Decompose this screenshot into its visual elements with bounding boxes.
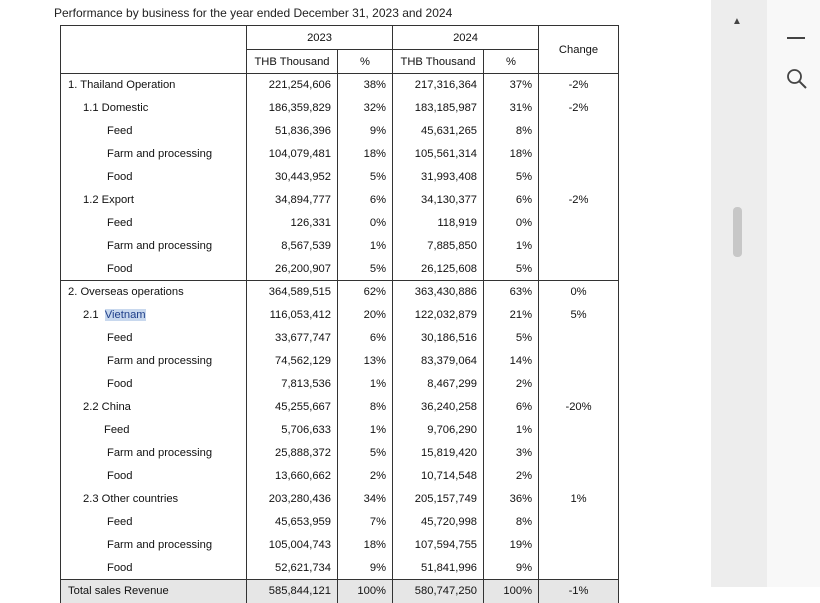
pct-2023: 34% <box>338 488 393 511</box>
pct-2023: 9% <box>338 557 393 580</box>
value-2023: 364,589,515 <box>247 281 338 304</box>
value-2024: 34,130,377 <box>393 189 484 212</box>
value-2023: 33,677,747 <box>247 327 338 350</box>
change-value: 5% <box>539 304 619 327</box>
change-value <box>539 373 619 396</box>
table-row <box>61 97 619 120</box>
pct-2024: 5% <box>484 258 539 281</box>
scrollbar-thumb[interactable] <box>733 207 742 257</box>
table-row <box>61 327 619 350</box>
change-value: -2% <box>539 74 619 97</box>
row-label: 1.2 Export <box>61 189 247 212</box>
pct-2023: 6% <box>338 189 393 212</box>
row-label: Feed <box>61 120 247 143</box>
header-change: Change <box>539 26 619 74</box>
change-value <box>539 534 619 557</box>
pct-2023: 1% <box>338 373 393 396</box>
pct-2023: 1% <box>338 419 393 442</box>
scrollbar-track[interactable] <box>711 0 767 587</box>
pct-2024: 0% <box>484 212 539 235</box>
value-2024: 26,125,608 <box>393 258 484 281</box>
value-2024: 36,240,258 <box>393 396 484 419</box>
change-value <box>539 465 619 488</box>
pct-2024: 14% <box>484 350 539 373</box>
value-2024: 83,379,064 <box>393 350 484 373</box>
value-2024: 205,157,749 <box>393 488 484 511</box>
pct-2023: 18% <box>338 143 393 166</box>
change-value <box>539 166 619 189</box>
row-label: Feed <box>61 511 247 534</box>
row-label: Food <box>61 557 247 580</box>
table-row <box>61 166 619 189</box>
pct-2024: 31% <box>484 97 539 120</box>
value-2023: 52,621,734 <box>247 557 338 580</box>
search-icon[interactable] <box>786 68 808 90</box>
value-2024: 10,714,548 <box>393 465 484 488</box>
pct-2023: 100% <box>338 580 393 603</box>
table-row <box>61 74 619 97</box>
pct-2024: 8% <box>484 511 539 534</box>
row-label: Farm and processing <box>61 350 247 373</box>
change-value <box>539 120 619 143</box>
value-2024: 7,885,850 <box>393 235 484 258</box>
value-2024: 51,841,996 <box>393 557 484 580</box>
scroll-up-icon[interactable]: ▲ <box>732 16 742 27</box>
table-row <box>61 120 619 143</box>
value-2024: 122,032,879 <box>393 304 484 327</box>
value-2024: 580,747,250 <box>393 580 484 603</box>
header-year-2024: 2024 <box>393 26 539 50</box>
row-label <box>61 304 247 327</box>
row-label: Farm and processing <box>61 442 247 465</box>
value-2023: 25,888,372 <box>247 442 338 465</box>
row-label: 2. Overseas operations <box>61 281 247 304</box>
header-pct-2023: % <box>338 50 393 74</box>
row-label: 1. Thailand Operation <box>61 74 247 97</box>
value-2024: 31,993,408 <box>393 166 484 189</box>
pct-2023: 5% <box>338 258 393 281</box>
value-2024: 363,430,886 <box>393 281 484 304</box>
row-label: Food <box>61 258 247 281</box>
row-label: Farm and processing <box>61 235 247 258</box>
table-row <box>61 534 619 557</box>
pct-2024: 9% <box>484 557 539 580</box>
value-2024: 118,919 <box>393 212 484 235</box>
change-value <box>539 557 619 580</box>
value-2024: 105,561,314 <box>393 143 484 166</box>
pct-2023: 62% <box>338 281 393 304</box>
table-row <box>61 396 619 419</box>
pct-2023: 9% <box>338 120 393 143</box>
change-value <box>539 258 619 281</box>
pct-2024: 1% <box>484 419 539 442</box>
value-2023: 203,280,436 <box>247 488 338 511</box>
pct-2024: 8% <box>484 120 539 143</box>
change-value <box>539 442 619 465</box>
table-row <box>61 189 619 212</box>
pct-2023: 20% <box>338 304 393 327</box>
pct-2024: 3% <box>484 442 539 465</box>
table-row <box>61 557 619 580</box>
row-label: 1.1 Domestic <box>61 97 247 120</box>
pct-2024: 18% <box>484 143 539 166</box>
pct-2024: 2% <box>484 465 539 488</box>
pct-2023: 6% <box>338 327 393 350</box>
change-value: -2% <box>539 189 619 212</box>
pct-2023: 38% <box>338 74 393 97</box>
row-label: 2.2 China <box>61 396 247 419</box>
header-unit-2023: THB Thousand <box>247 50 338 74</box>
pct-2023: 2% <box>338 465 393 488</box>
performance-table <box>60 25 619 603</box>
value-2023: 126,331 <box>247 212 338 235</box>
header-blank-cell <box>61 26 247 74</box>
change-value: -1% <box>539 580 619 603</box>
value-2024: 45,631,265 <box>393 120 484 143</box>
value-2023: 116,053,412 <box>247 304 338 327</box>
pct-2024: 37% <box>484 74 539 97</box>
row-label: Feed <box>61 327 247 350</box>
row-label: Farm and processing <box>61 143 247 166</box>
table-row <box>61 350 619 373</box>
table-row <box>61 488 619 511</box>
table-row <box>61 419 619 442</box>
pct-2024: 1% <box>484 235 539 258</box>
value-2023: 7,813,536 <box>247 373 338 396</box>
change-value <box>539 511 619 534</box>
row-label: Food <box>61 373 247 396</box>
table-row <box>61 304 619 327</box>
pct-2024: 36% <box>484 488 539 511</box>
value-2024: 8,467,299 <box>393 373 484 396</box>
table-caption: Performance by business for the year ended December 31, 2023 and 2024 <box>54 6 453 20</box>
table-row <box>61 258 619 281</box>
pct-2023: 32% <box>338 97 393 120</box>
change-value <box>539 350 619 373</box>
minus-icon[interactable] <box>787 37 805 39</box>
change-value: 1% <box>539 488 619 511</box>
row-label: Feed <box>61 419 247 442</box>
header-year-2023: 2023 <box>247 26 393 50</box>
change-value: -20% <box>539 396 619 419</box>
value-2023: 26,200,907 <box>247 258 338 281</box>
value-2023: 34,894,777 <box>247 189 338 212</box>
pct-2024: 2% <box>484 373 539 396</box>
table-row <box>61 281 619 304</box>
pct-2024: 63% <box>484 281 539 304</box>
pct-2023: 7% <box>338 511 393 534</box>
value-2023: 51,836,396 <box>247 120 338 143</box>
row-label-prefix: 2.1 <box>83 309 105 321</box>
change-value: 0% <box>539 281 619 304</box>
row-label: Feed <box>61 212 247 235</box>
value-2023: 186,359,829 <box>247 97 338 120</box>
table-row <box>61 373 619 396</box>
change-value <box>539 212 619 235</box>
pct-2023: 5% <box>338 442 393 465</box>
pct-2023: 1% <box>338 235 393 258</box>
value-2024: 217,316,364 <box>393 74 484 97</box>
value-2024: 45,720,998 <box>393 511 484 534</box>
change-value <box>539 419 619 442</box>
value-2023: 13,660,662 <box>247 465 338 488</box>
table-row <box>61 212 619 235</box>
change-value <box>539 143 619 166</box>
row-label: 2.3 Other countries <box>61 488 247 511</box>
table-row <box>61 465 619 488</box>
pct-2024: 5% <box>484 327 539 350</box>
pct-2023: 8% <box>338 396 393 419</box>
value-2024: 107,594,755 <box>393 534 484 557</box>
value-2023: 45,653,959 <box>247 511 338 534</box>
value-2024: 9,706,290 <box>393 419 484 442</box>
row-label: Food <box>61 166 247 189</box>
row-label: Farm and processing <box>61 534 247 557</box>
value-2024: 183,185,987 <box>393 97 484 120</box>
value-2023: 105,004,743 <box>247 534 338 557</box>
table-row <box>61 442 619 465</box>
value-2024: 15,819,420 <box>393 442 484 465</box>
value-2023: 30,443,952 <box>247 166 338 189</box>
value-2024: 30,186,516 <box>393 327 484 350</box>
pct-2024: 100% <box>484 580 539 603</box>
value-2023: 585,844,121 <box>247 580 338 603</box>
pct-2023: 13% <box>338 350 393 373</box>
change-value: -2% <box>539 97 619 120</box>
pct-2023: 5% <box>338 166 393 189</box>
pct-2023: 0% <box>338 212 393 235</box>
table-row <box>61 143 619 166</box>
value-2023: 74,562,129 <box>247 350 338 373</box>
value-2023: 104,079,481 <box>247 143 338 166</box>
pct-2024: 6% <box>484 396 539 419</box>
row-label: Total sales Revenue <box>61 580 247 603</box>
header-unit-2024: THB Thousand <box>393 50 484 74</box>
change-value <box>539 235 619 258</box>
value-2023: 5,706,633 <box>247 419 338 442</box>
header-pct-2024: % <box>484 50 539 74</box>
total-row <box>61 580 619 603</box>
pct-2024: 19% <box>484 534 539 557</box>
row-label: Food <box>61 465 247 488</box>
highlighted-text[interactable]: Vietnam <box>104 309 146 321</box>
pct-2023: 18% <box>338 534 393 557</box>
value-2023: 45,255,667 <box>247 396 338 419</box>
value-2023: 8,567,539 <box>247 235 338 258</box>
change-value <box>539 327 619 350</box>
pct-2024: 21% <box>484 304 539 327</box>
value-2023: 221,254,606 <box>247 74 338 97</box>
table-row <box>61 511 619 534</box>
table-row <box>61 235 619 258</box>
pct-2024: 5% <box>484 166 539 189</box>
pct-2024: 6% <box>484 189 539 212</box>
